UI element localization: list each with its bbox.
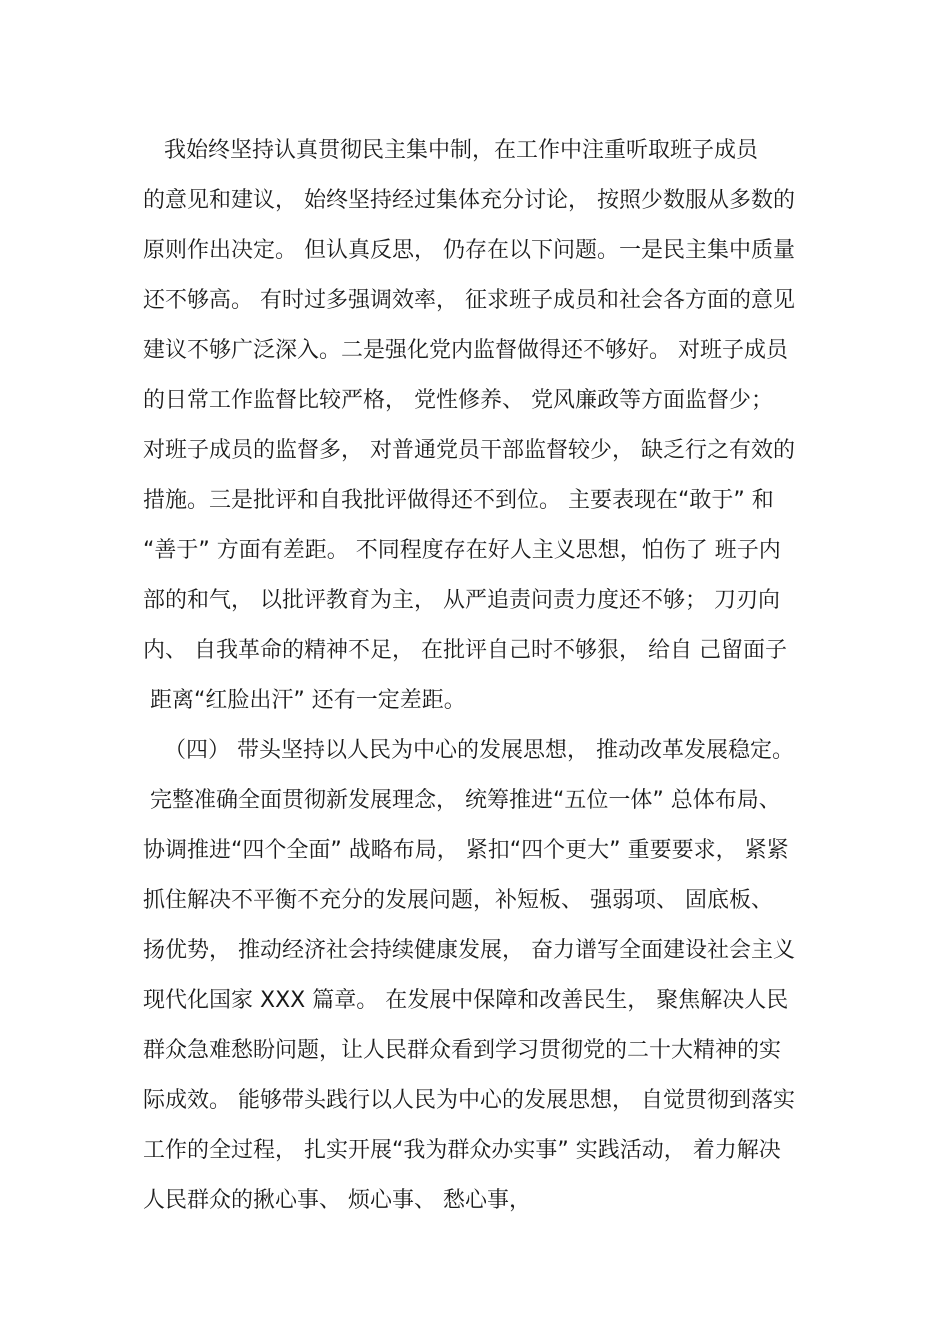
text-line: 人民群众的揪心事、 烦心事、 愁心事，	[143, 1188, 531, 1213]
text-line: 的意见和建议， 始终坚持经过集体充分讨论， 按照少数服从多数的	[143, 188, 795, 213]
text-line: 对班子成员的监督多， 对普通党员干部监督较少， 缺乏行之有效的	[143, 438, 795, 463]
body-text	[143, 131, 843, 1231]
section-heading-line: （四） 带头坚持以人民为中心的发展思想， 推动改革发展稳定。	[143, 738, 794, 763]
text-line: 工作的全过程， 扎实开展“我为群众办实事” 实践活动， 着力解决	[143, 1138, 781, 1163]
text-line: 还不够高。 有时过多强调效率， 征求班子成员和社会各方面的意见	[143, 288, 795, 313]
text-line: 扬优势， 推动经济社会持续健康发展， 奋力谱写全面建设社会主义	[143, 938, 795, 963]
text-line: 我始终坚持认真贯彻民主集中制，在工作中注重听取班子成员	[143, 138, 758, 163]
text-line: 措施。三是批评和自我批评做得还不到位。 主要表现在“敢于” 和	[143, 488, 774, 513]
text-line: 部的和气， 以批评教育为主， 从严追责问责力度还不够； 刀刃向	[143, 588, 780, 613]
text-line: “善于” 方面有差距。 不同程度存在好人主义思想，怕伤了 班子内	[143, 538, 781, 563]
text-line: 现代化国家 XXX 篇章。 在发展中保障和改善民生， 聚焦解决人民	[143, 988, 789, 1013]
text-line: 协调推进“四个全面” 战略布局， 紧扣“四个更大” 重要要求， 紧紧	[143, 838, 789, 863]
text-line: 际成效。 能够带头践行以人民为中心的发展思想， 自觉贯彻到落实	[143, 1088, 795, 1113]
text-line: 内、 自我革命的精神不足， 在批评自己时不够狠， 给自 己留面子	[143, 638, 787, 663]
text-line: 完整准确全面贯彻新发展理念， 统筹推进“五位一体” 总体布局、	[143, 788, 781, 813]
text-line: 的日常工作监督比较严格， 党性修养、 党风廉政等方面监督少；	[143, 388, 773, 413]
text-line: 抓住解决不平衡不充分的发展问题，补短板、 强弱项、 固底板、	[143, 888, 773, 913]
text-line: 群众急难愁盼问题，让人民群众看到学习贯彻党的二十大精神的实	[143, 1038, 782, 1063]
text-line: 原则作出决定。 但认真反思， 仍存在以下问题。一是民主集中质量	[143, 238, 795, 263]
text-line: 建议不够广泛深入。二是强化党内监督做得还不够好。 对班子成员	[143, 338, 788, 363]
text-line: 距离“红脸出汗” 还有一定差距。	[143, 688, 466, 713]
